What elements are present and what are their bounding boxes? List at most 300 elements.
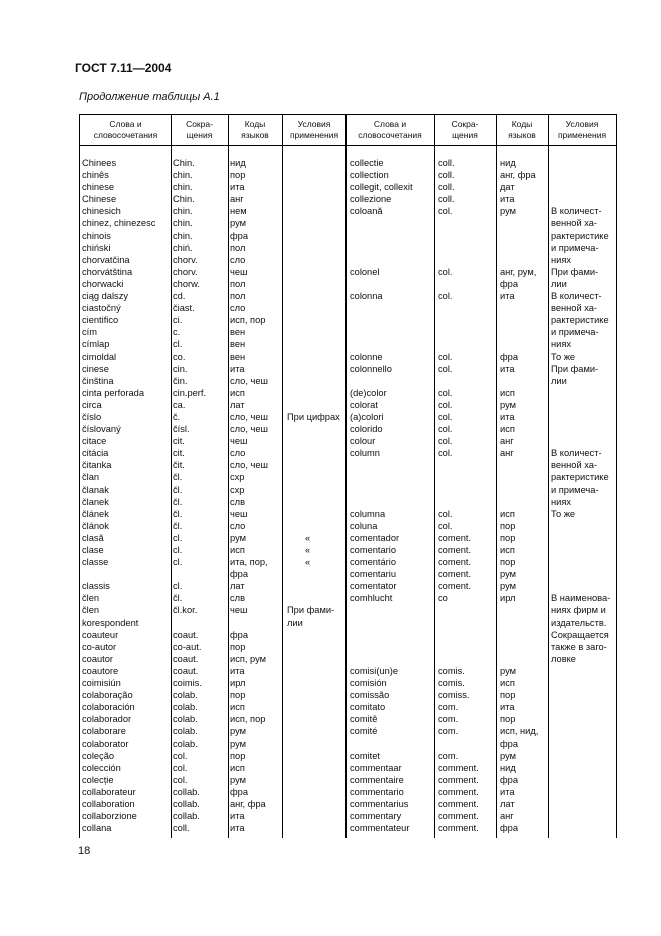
cell-word: commentateur xyxy=(350,823,410,834)
cell-word: člen xyxy=(82,605,100,616)
cell-condition: и примеча- xyxy=(551,484,599,495)
cell-abbr: comment. xyxy=(438,774,479,785)
cell-word: commentario xyxy=(350,786,404,797)
cell-word: član xyxy=(82,472,100,483)
cell-word: collaboration xyxy=(82,798,135,809)
table-row xyxy=(80,604,616,616)
cell-code: чеш xyxy=(230,266,248,277)
cell-word: (a)colori xyxy=(350,411,384,422)
cell-condition: То же xyxy=(551,351,576,362)
cell-abbr: colab. xyxy=(173,690,198,701)
cell-abbr: chin. xyxy=(173,218,193,229)
cell-code: лат xyxy=(230,399,245,410)
cell-condition: венной ха- xyxy=(551,218,598,229)
cell-code: анг xyxy=(230,194,244,205)
table-row xyxy=(80,181,616,193)
cell-word: chinese xyxy=(82,182,115,193)
cell-word: comentariu xyxy=(350,569,396,580)
cell-code: фра xyxy=(230,629,248,640)
cell-word: classe xyxy=(82,557,109,568)
cell-word: chorvatčina xyxy=(82,254,130,265)
cell-abbr: col. xyxy=(173,762,188,773)
cell-word: comitet xyxy=(350,750,380,761)
cell-abbr: coment. xyxy=(438,569,472,580)
cell-word: colaboração xyxy=(82,690,133,701)
cell-condition: также в заго- xyxy=(551,641,607,652)
table-row xyxy=(80,725,616,737)
cell-condition: При фами- xyxy=(287,605,335,616)
table-row xyxy=(80,447,616,459)
cell-word: ciastočný xyxy=(82,303,121,314)
cell-word: colorido xyxy=(350,424,383,435)
cell-condition: и примеча- xyxy=(551,242,599,253)
cell-condition: рактеристике xyxy=(551,315,609,326)
cell-abbr: coll. xyxy=(438,170,455,181)
cell-word: citácia xyxy=(82,448,109,459)
cell-abbr: collab. xyxy=(173,798,200,809)
cell-word: colecție xyxy=(82,774,114,785)
col-header-words-1: Слова и словосочетания xyxy=(93,119,158,140)
cell-word: collectie xyxy=(350,158,384,168)
col-header-conditions-2: Условия применения xyxy=(557,119,607,140)
cell-abbr: cit. xyxy=(173,436,185,447)
table-row xyxy=(80,750,616,762)
cell-word: Chinese xyxy=(82,194,117,205)
table-row xyxy=(80,399,616,411)
cell-word: columna xyxy=(350,508,386,519)
cell-abbr: coll. xyxy=(438,158,455,168)
cell-code: рум xyxy=(500,665,517,676)
cell-word: clasă xyxy=(82,532,104,543)
cell-abbr: coment. xyxy=(438,581,472,592)
cell-abbr: chin. xyxy=(173,182,193,193)
table-row xyxy=(80,217,616,229)
cell-code: ита xyxy=(500,411,515,422)
cell-abbr: coll. xyxy=(173,823,190,834)
cell-abbr: comment. xyxy=(438,798,479,809)
cell-code: анг xyxy=(500,448,514,459)
cell-code: исп xyxy=(500,508,515,519)
table-row xyxy=(80,363,616,375)
table-row xyxy=(80,568,616,580)
table-row xyxy=(80,351,616,363)
cell-condition: При фами- xyxy=(551,266,599,277)
cell-word: korespondent xyxy=(82,617,139,628)
cell-abbr: comiss. xyxy=(438,690,470,701)
cell-code: рум xyxy=(230,218,247,229)
cell-code: рум xyxy=(230,738,247,749)
cell-word: comité xyxy=(350,726,378,737)
cell-condition: При фами- xyxy=(551,363,599,374)
cell-word: collaborzione xyxy=(82,811,137,822)
cell-abbr: colab. xyxy=(173,702,198,713)
cell-code: исп, рум xyxy=(230,653,267,664)
cell-abbr: č. xyxy=(173,411,181,422)
cell-abbr: c. xyxy=(173,327,181,338)
cell-abbr: čl. xyxy=(173,508,183,519)
cell-word: colonnello xyxy=(350,363,392,374)
table-row xyxy=(80,435,616,447)
cell-code: пор xyxy=(500,690,516,701)
cell-word: commentaar xyxy=(350,762,402,773)
cell-word: číslo xyxy=(82,411,102,422)
cell-abbr: col. xyxy=(438,424,453,435)
cell-code: рум xyxy=(230,532,247,543)
cell-abbr: čl. xyxy=(173,472,183,483)
cell-word: comisión xyxy=(350,678,387,689)
cell-word: címlap xyxy=(82,339,110,350)
cell-abbr: comment. xyxy=(438,811,479,822)
cell-code: лат xyxy=(230,581,245,592)
cell-abbr: col. xyxy=(438,411,453,422)
cell-word: collana xyxy=(82,823,112,834)
table-row xyxy=(80,508,616,520)
cell-word: činština xyxy=(82,375,114,386)
cell-word: commentaire xyxy=(350,774,404,785)
cell-abbr: coll. xyxy=(438,194,455,205)
cell-abbr: čiast. xyxy=(173,303,195,314)
col-header-codes-1: Коды языков xyxy=(241,119,269,140)
cell-abbr: čin. xyxy=(173,375,188,386)
cell-code: ита xyxy=(230,182,245,193)
cell-word: colaborare xyxy=(82,726,126,737)
cell-code: нем xyxy=(230,206,247,217)
cell-condition: « xyxy=(305,557,311,568)
cell-abbr: col. xyxy=(438,351,453,362)
cell-abbr: col. xyxy=(438,436,453,447)
cell-code: пор xyxy=(230,170,246,181)
cell-word: colaborador xyxy=(82,714,132,725)
cell-word: coautore xyxy=(82,665,119,676)
table-row xyxy=(80,677,616,689)
cell-abbr: col. xyxy=(438,520,453,531)
cell-abbr: col. xyxy=(173,750,188,761)
cell-code: пор xyxy=(500,557,516,568)
cell-code: нид xyxy=(500,762,516,773)
cell-code: сло xyxy=(230,448,246,459)
cell-word: colorat xyxy=(350,399,378,410)
table-row xyxy=(80,520,616,532)
cell-abbr: coment. xyxy=(438,557,472,568)
cell-abbr: comment. xyxy=(438,762,479,773)
cell-abbr: collab. xyxy=(173,811,200,822)
table-row xyxy=(80,205,616,217)
cell-abbr: comment. xyxy=(438,823,479,834)
cell-word: comentador xyxy=(350,532,400,543)
table-row xyxy=(80,193,616,205)
cell-code: сло, чеш xyxy=(230,424,268,435)
cell-code: чеш xyxy=(230,508,248,519)
table-row xyxy=(80,798,616,810)
cell-code: лат xyxy=(500,798,515,809)
cell-abbr: čl. xyxy=(173,496,183,507)
cell-abbr: cl. xyxy=(173,339,183,350)
cell-abbr: chorv. xyxy=(173,266,198,277)
cell-word: članak xyxy=(82,484,109,495)
cell-condition: При цифрах xyxy=(287,411,340,422)
table-row xyxy=(80,169,616,181)
cell-condition: венной ха- xyxy=(551,460,598,471)
cell-condition: и примеча- xyxy=(551,327,599,338)
table-row xyxy=(80,423,616,435)
cell-word: colaborator xyxy=(82,738,129,749)
table-row xyxy=(80,580,616,592)
cell-code: фра xyxy=(500,278,518,289)
cell-word: comentator xyxy=(350,581,397,592)
cell-word: co-autor xyxy=(82,641,117,652)
cell-abbr: col. xyxy=(438,508,453,519)
cell-code: сло, чеш xyxy=(230,460,268,471)
cell-word: comisi(un)e xyxy=(350,665,399,676)
table-row xyxy=(80,641,616,653)
cell-word: coauteur xyxy=(82,629,119,640)
cell-code: ита xyxy=(500,194,515,205)
table-row xyxy=(80,617,616,629)
cell-abbr: chorv. xyxy=(173,254,198,265)
cell-abbr: čl.kor. xyxy=(173,605,198,616)
cell-condition: В наименова- xyxy=(551,593,611,604)
cell-abbr: co xyxy=(438,593,448,604)
cell-code: ита xyxy=(230,823,245,834)
cell-abbr: col. xyxy=(438,387,453,398)
cell-abbr: coimis. xyxy=(173,678,202,689)
cell-code: ирл xyxy=(230,678,246,689)
cell-word: colonna xyxy=(350,291,383,302)
cell-code: нид xyxy=(500,158,516,168)
table-row xyxy=(80,701,616,713)
cell-word: cinta perforada xyxy=(82,387,145,398)
cell-word: collegit, collexit xyxy=(350,182,413,193)
cell-code: рум xyxy=(500,750,517,761)
table-row xyxy=(80,810,616,822)
cell-abbr: col. xyxy=(438,291,453,302)
cell-code: пор xyxy=(500,520,516,531)
cell-code: фра xyxy=(230,786,248,797)
table-row xyxy=(80,254,616,266)
cell-word: column xyxy=(350,448,380,459)
cell-code: сло xyxy=(230,303,246,314)
cell-abbr: com. xyxy=(438,714,459,725)
cell-abbr: chin. xyxy=(173,206,193,217)
cell-condition: « xyxy=(305,545,311,555)
table-row xyxy=(80,338,616,350)
cell-code: фра xyxy=(500,774,518,785)
cell-condition: ловке xyxy=(551,653,576,664)
cell-word: classis xyxy=(82,581,110,592)
cell-code: исп xyxy=(500,387,515,398)
cell-abbr: cin.perf. xyxy=(173,387,207,398)
table-row xyxy=(80,762,616,774)
cell-abbr: čl. xyxy=(173,593,183,604)
cell-abbr: col. xyxy=(438,363,453,374)
cell-code: ита xyxy=(500,786,515,797)
cell-abbr: Chin. xyxy=(173,158,195,168)
cell-condition: В количест- xyxy=(551,448,602,459)
cell-abbr: colab. xyxy=(173,726,198,737)
cell-word: commentary xyxy=(350,811,402,822)
table-row xyxy=(80,822,616,834)
cell-code: исп xyxy=(500,424,515,435)
page-number: 18 xyxy=(78,845,91,857)
cell-code: анг xyxy=(500,811,514,822)
table-row xyxy=(80,713,616,725)
cell-word: comissão xyxy=(350,690,390,701)
cell-abbr: coaut. xyxy=(173,629,199,640)
cell-word: chinois xyxy=(82,230,111,241)
table-row xyxy=(80,653,616,665)
cell-abbr: com. xyxy=(438,702,459,713)
cell-abbr: cl. xyxy=(173,557,183,568)
cell-abbr: coll. xyxy=(438,182,455,193)
cell-word: coautor xyxy=(82,653,114,664)
table-row xyxy=(80,290,616,302)
cell-code: фра xyxy=(500,351,518,362)
cell-code: сло xyxy=(230,254,246,265)
cell-code: рум xyxy=(500,581,517,592)
cell-word: chorwacki xyxy=(82,278,124,289)
table-row xyxy=(80,774,616,786)
cell-word: colaboración xyxy=(82,702,135,713)
cell-code: сло, чеш xyxy=(230,375,268,386)
cell-word: chinesich xyxy=(82,206,121,217)
col-header-codes-2: Коды языков xyxy=(508,119,536,140)
cell-code: фра xyxy=(500,738,518,749)
cell-code: исп, пор xyxy=(230,714,266,725)
table-row xyxy=(80,375,616,387)
cell-code: вен xyxy=(230,351,246,362)
cell-code: ита xyxy=(500,702,515,713)
document-title: ГОСТ 7.11—2004 xyxy=(75,61,172,75)
cell-abbr: col. xyxy=(173,774,188,785)
col-header-abbr-1: Сокра- щения xyxy=(186,119,213,140)
cell-code: исп xyxy=(500,678,515,689)
cell-code: пор xyxy=(500,714,516,725)
cell-code: схр xyxy=(230,472,245,483)
cell-abbr: coment. xyxy=(438,532,472,543)
cell-word: článok xyxy=(82,520,109,531)
cell-abbr: coment. xyxy=(438,545,472,555)
cell-code: слв xyxy=(230,593,246,604)
cell-condition: венной ха- xyxy=(551,303,598,314)
cell-abbr: cit. xyxy=(173,448,185,459)
cell-code: ита xyxy=(500,363,515,374)
cell-abbr: chin. xyxy=(173,170,193,181)
cell-condition: В количест- xyxy=(551,291,602,302)
table-row xyxy=(80,665,616,677)
table-row xyxy=(80,230,616,242)
cell-abbr: cin. xyxy=(173,363,188,374)
col-header-words-2: Слова и словосочетания xyxy=(358,119,422,140)
cell-word: coimisiún xyxy=(82,678,121,689)
cell-condition: Сокращается xyxy=(551,629,609,640)
cell-code: пол xyxy=(230,291,246,302)
table-row xyxy=(80,592,616,604)
cell-word: chinez, chinezesc xyxy=(82,218,156,229)
cell-condition: лии xyxy=(287,617,303,628)
cell-abbr: ca. xyxy=(173,399,186,410)
table-row xyxy=(80,532,616,544)
cell-code: рум xyxy=(500,206,517,217)
cell-code: чеш xyxy=(230,605,248,616)
cell-condition: ниях xyxy=(551,339,572,350)
cell-abbr: comis. xyxy=(438,678,465,689)
cell-code: фра xyxy=(230,569,248,580)
cell-code: исп xyxy=(230,702,245,713)
cell-abbr: cl. xyxy=(173,532,183,543)
cell-abbr: cd. xyxy=(173,291,186,302)
table-row xyxy=(80,556,616,568)
cell-abbr: co-aut. xyxy=(173,641,202,652)
cell-condition: лии xyxy=(551,278,567,289)
cell-code: исп, пор xyxy=(230,315,266,326)
table-header xyxy=(80,114,616,146)
table-row xyxy=(80,266,616,278)
cell-abbr: čl. xyxy=(173,520,183,531)
cell-word: Chinees xyxy=(82,158,117,168)
cell-code: рум xyxy=(230,774,247,785)
cell-code: исп, нид, xyxy=(500,726,539,737)
cell-condition: рактеристике xyxy=(551,472,609,483)
cell-code: ирл xyxy=(500,593,516,604)
cell-word: chorvátština xyxy=(82,266,133,277)
cell-word: cím xyxy=(82,327,97,338)
cell-code: схр xyxy=(230,484,245,495)
table-row xyxy=(80,738,616,750)
cell-word: collection xyxy=(350,170,389,181)
cell-abbr: coaut. xyxy=(173,665,199,676)
cell-word: colour xyxy=(350,436,376,447)
cell-word: coluna xyxy=(350,520,378,531)
cell-abbr: čl. xyxy=(173,484,183,495)
cell-code: рум xyxy=(500,399,517,410)
cell-code: ита, пор, xyxy=(230,557,268,568)
cell-abbr: co. xyxy=(173,351,186,362)
table-body xyxy=(80,157,616,834)
cell-word: colonne xyxy=(350,351,383,362)
cell-abbr: chiń. xyxy=(173,242,193,253)
cell-condition: лии xyxy=(551,375,567,386)
cell-word: colección xyxy=(82,762,121,773)
cell-abbr: comment. xyxy=(438,786,479,797)
cell-word: číslovaný xyxy=(82,424,121,435)
cell-abbr: colab. xyxy=(173,738,198,749)
cell-code: дат xyxy=(500,182,515,193)
cell-code: ита xyxy=(230,811,245,822)
cell-word: circa xyxy=(82,399,102,410)
cell-code: сло xyxy=(230,520,246,531)
cell-code: ита xyxy=(230,363,245,374)
cell-abbr: comis. xyxy=(438,665,465,676)
col-header-conditions-1: Условия применения xyxy=(289,119,339,140)
cell-condition: ниях xyxy=(551,254,572,265)
cell-word: čitanka xyxy=(82,460,112,471)
cell-condition: « xyxy=(305,532,311,543)
cell-code: пор xyxy=(230,641,246,652)
cell-word: citace xyxy=(82,436,107,447)
cell-code: ита xyxy=(230,665,245,676)
table-row xyxy=(80,459,616,471)
table-caption: Продолжение таблицы А.1 xyxy=(79,91,220,103)
cell-abbr: col. xyxy=(438,266,453,277)
cell-word: cientifico xyxy=(82,315,119,326)
cell-word: cimoldal xyxy=(82,351,117,362)
table-row xyxy=(80,689,616,701)
cell-abbr: com. xyxy=(438,726,459,737)
cell-code: исп xyxy=(500,545,515,555)
cell-code: анг xyxy=(500,436,514,447)
cell-code: анг, фра xyxy=(500,170,536,181)
cell-condition: То же xyxy=(551,508,576,519)
